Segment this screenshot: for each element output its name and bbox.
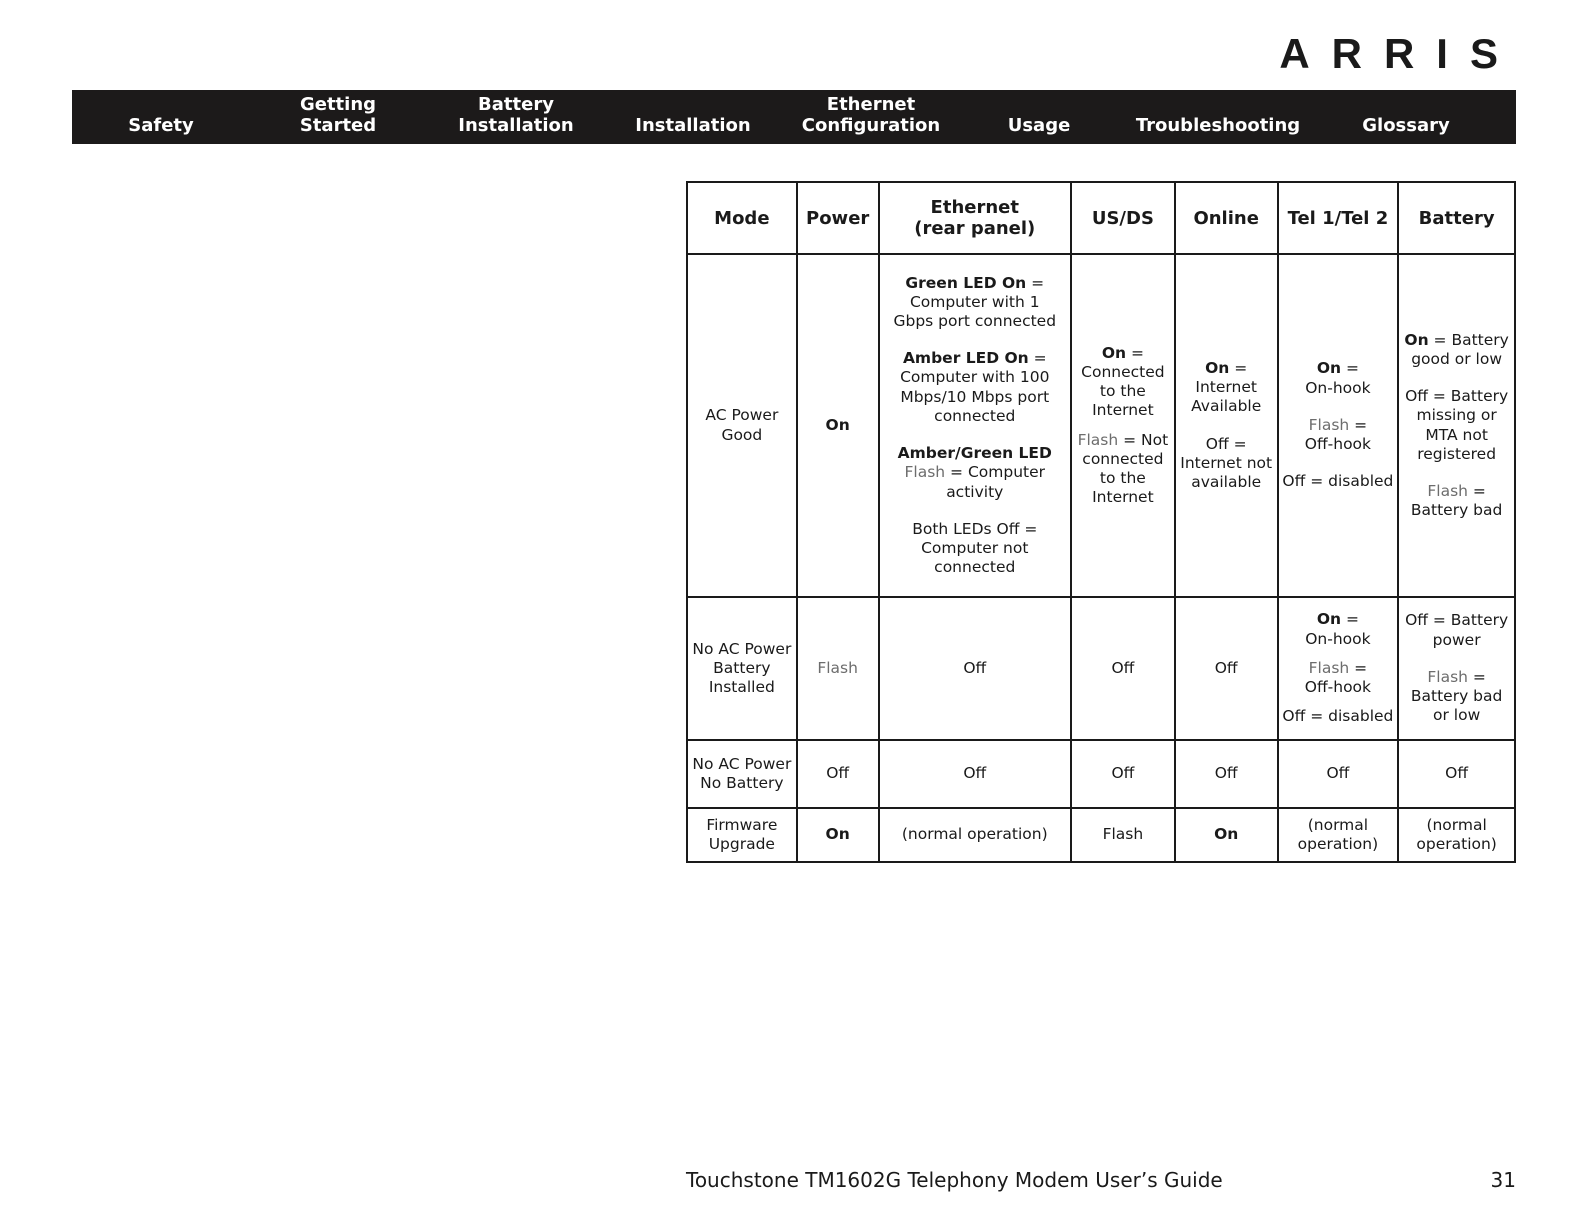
nav-getting-started[interactable]: Getting Started (299, 94, 377, 136)
header-tel: Tel 1/Tel 2 (1278, 182, 1399, 254)
bat-on: On (1404, 330, 1429, 349)
nav-safety[interactable]: Safety (128, 115, 194, 136)
eth-green-desc: Computer with 1 Gbps port connected (893, 292, 1057, 331)
arris-logo: ARRIS (1279, 30, 1520, 77)
bat-flash-eq: = (1467, 667, 1486, 686)
cell-usds: Flash (1071, 808, 1175, 862)
tel-on-desc: On-hook (1305, 629, 1371, 648)
header-usds: US/DS (1071, 182, 1175, 254)
bat-on-desc: = Battery good or low (1411, 330, 1509, 368)
online-off: Off = Internet not available (1180, 434, 1273, 491)
eth-green-led: Green LED On (905, 273, 1027, 292)
table-row-ac-power-good (687, 254, 1515, 597)
online-on-desc: Internet Available (1191, 378, 1262, 416)
cell-tel: Off (1278, 740, 1399, 808)
bat-flash-desc: Battery bad (1410, 501, 1503, 520)
cell-power: Flash (797, 597, 879, 740)
cell-online: Off (1175, 597, 1278, 740)
cell-battery (1398, 254, 1515, 597)
online-on: On (1205, 358, 1230, 377)
bat-off: Off = Battery missing or MTA not registered (1405, 387, 1509, 463)
cell-ethernet: (normal operation) (879, 808, 1071, 862)
header-battery: Battery (1398, 182, 1515, 254)
bat-flash: Flash (1427, 481, 1468, 500)
cell-power: On (797, 808, 879, 862)
eth-both-off: Both LEDs Off = Computer not connected (912, 519, 1038, 577)
eth-amber-green-led: Amber/Green LED (897, 444, 1052, 463)
nav-usage[interactable]: Usage (1007, 115, 1071, 136)
cell-tel (1278, 254, 1399, 597)
tel-flash-eq: = (1349, 415, 1368, 434)
nav-ethernet-configuration[interactable]: Ethernet Configuration (801, 94, 941, 136)
tel-flash: Flash (1308, 415, 1350, 434)
nav-battery-installation[interactable]: Battery Installation (458, 94, 574, 136)
nav-glossary[interactable]: Glossary (1362, 115, 1450, 136)
tel-on-eq: = (1341, 610, 1359, 629)
cell-online (1175, 254, 1278, 597)
table-row-no-ac-no-battery (687, 740, 1515, 808)
cell-battery: (normal operation) (1398, 808, 1515, 862)
usds-on-desc: Connected to the Internet (1081, 362, 1165, 420)
cell-online: Off (1175, 740, 1278, 808)
tel-on-desc: On-hook (1305, 378, 1371, 397)
tel-on: On (1316, 359, 1342, 378)
bat-flash-desc: Battery bad or low (1410, 687, 1503, 725)
nav-installation[interactable]: Installation (635, 115, 751, 136)
cell-mode: No AC Power No Battery (687, 740, 797, 808)
cell-usds: Off (1071, 597, 1175, 740)
cell-online: On (1175, 808, 1278, 862)
tel-flash-desc: Off-hook (1304, 678, 1372, 697)
cell-battery (1398, 597, 1515, 740)
eth-amber-green-flash: Flash (904, 463, 946, 482)
header-mode: Mode (687, 182, 797, 254)
cell-mode: AC Power Good (687, 254, 797, 597)
tel-off: Off = disabled (1282, 707, 1394, 726)
usds-flash: Flash (1077, 430, 1119, 449)
tel-flash: Flash (1308, 658, 1350, 677)
cell-usds (1071, 254, 1175, 597)
header-power: Power (797, 182, 879, 254)
cell-ethernet (879, 254, 1071, 597)
tel-on-eq: = (1341, 359, 1359, 378)
cell-tel (1278, 597, 1399, 740)
footer-page-number: 31 (1490, 1168, 1516, 1192)
tel-off: Off = disabled (1282, 472, 1394, 491)
online-on-eq: = (1229, 358, 1248, 377)
header-ethernet-line1: Ethernet (930, 197, 1019, 218)
led-status-table (686, 181, 1516, 863)
tel-flash-desc: Off-hook (1304, 435, 1372, 454)
header-online: Online (1175, 182, 1278, 254)
bat-flash: Flash (1427, 667, 1468, 686)
table-header-row (687, 182, 1515, 254)
cell-power: On (797, 254, 879, 597)
top-navigation (72, 90, 1516, 144)
eth-amber-led: Amber LED On (902, 349, 1029, 368)
eth-amber-eq: = (1028, 349, 1047, 368)
cell-mode: Firmware Upgrade (687, 808, 797, 862)
table-row-firmware-upgrade (687, 808, 1515, 862)
cell-ethernet: Off (879, 740, 1071, 808)
eth-amber-green-desc: = Computer activity (946, 463, 1046, 501)
cell-usds: Off (1071, 740, 1175, 808)
header-ethernet-line2: (rear panel) (914, 218, 1036, 239)
usds-on: On (1101, 343, 1127, 362)
bat-off: Off = Battery power (1405, 611, 1509, 649)
usds-on-eq: = (1126, 343, 1144, 362)
cell-battery: Off (1398, 740, 1515, 808)
cell-tel: (normal operation) (1278, 808, 1399, 862)
footer-document-title: Touchstone TM1602G Telephony Modem User’s Guide (686, 1168, 1223, 1192)
cell-ethernet: Off (879, 597, 1071, 740)
usds-flash-desc: = Not connected to the Internet (1082, 430, 1169, 507)
nav-troubleshooting[interactable]: Troubleshooting (1135, 115, 1301, 136)
header-ethernet (879, 182, 1071, 254)
eth-green-eq: = (1026, 273, 1045, 292)
cell-mode: No AC Power Battery Installed (687, 597, 797, 740)
tel-on: On (1316, 610, 1342, 629)
tel-flash-eq: = (1349, 658, 1368, 677)
cell-power: Off (797, 740, 879, 808)
bat-flash-eq: = (1467, 481, 1486, 500)
table-row-no-ac-battery (687, 597, 1515, 740)
eth-amber-desc: Computer with 100 Mbps/10 Mbps port connected (900, 368, 1050, 425)
